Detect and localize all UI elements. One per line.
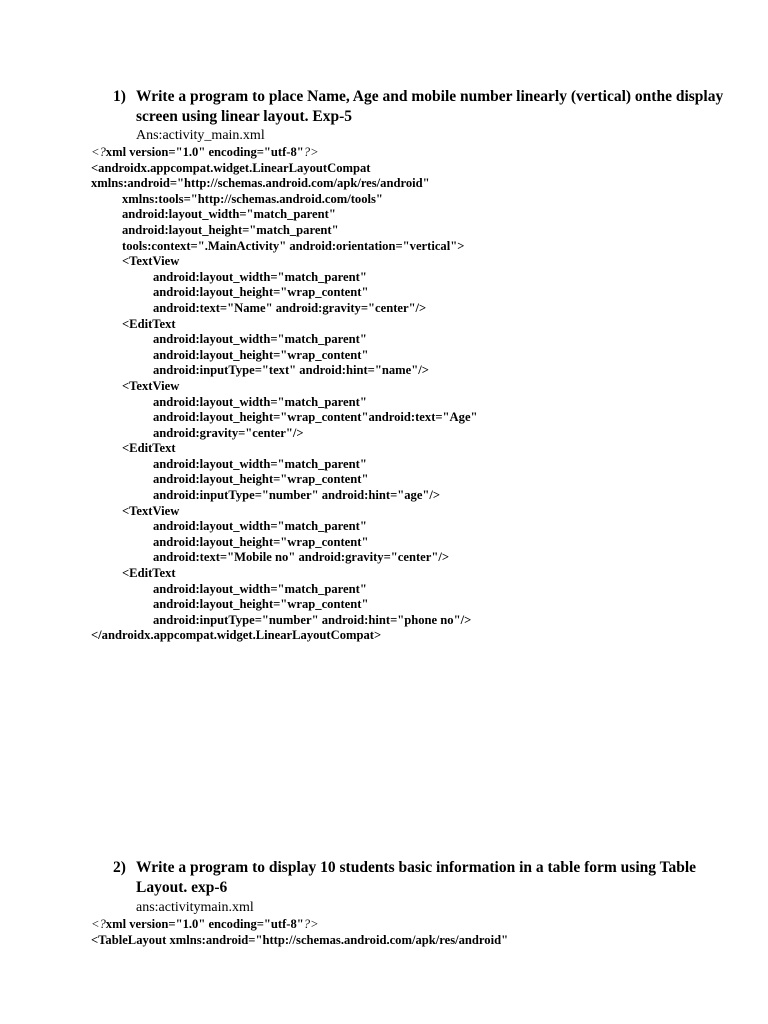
code-line-text: android:gravity="center"/> bbox=[153, 425, 304, 440]
question-2 bbox=[113, 858, 733, 898]
code-line-text: </androidx.appcompat.widget.LinearLayoutCompat> bbox=[91, 628, 382, 643]
code-line bbox=[91, 426, 478, 442]
code-line-text: <TextView bbox=[122, 254, 180, 269]
code-line bbox=[91, 285, 478, 301]
code-line bbox=[91, 582, 478, 598]
code-line bbox=[91, 254, 478, 270]
code-line-text: <androidx.appcompat.widget.LinearLayoutCompat bbox=[91, 160, 371, 175]
code-line bbox=[91, 379, 478, 395]
code-line bbox=[91, 628, 478, 644]
code-line-text: <TextView bbox=[122, 378, 180, 393]
xml-decl-open: <? bbox=[91, 145, 106, 159]
code-line bbox=[91, 457, 478, 473]
code-line-text: android:layout_width="match_parent" bbox=[153, 581, 367, 596]
code-line-text: android:layout_width="match_parent" bbox=[153, 456, 367, 471]
xml-decl-close: ?> bbox=[303, 145, 319, 159]
code-line bbox=[91, 223, 478, 239]
code-line-text: android:layout_height="wrap_content"android:text="Age" bbox=[153, 410, 478, 425]
question-2-number: 2) bbox=[113, 859, 126, 876]
code-line bbox=[91, 441, 478, 457]
code-line bbox=[91, 332, 478, 348]
code-block-1 bbox=[91, 145, 478, 644]
code-line bbox=[91, 301, 478, 317]
code-line bbox=[91, 207, 478, 223]
code-line-text: <TableLayout xmlns:android="http://schemas.android.com/apk/res/android" bbox=[91, 932, 509, 947]
code-line bbox=[91, 161, 478, 177]
code-line-text: xml version="1.0" encoding="utf-8" bbox=[105, 917, 304, 931]
code-line bbox=[91, 317, 478, 333]
code-line-text: <TextView bbox=[122, 503, 180, 518]
question-1 bbox=[113, 87, 733, 127]
code-line-text: android:inputType="number" android:hint="age"/> bbox=[153, 488, 441, 503]
code-line bbox=[91, 613, 478, 629]
code-line bbox=[91, 597, 478, 613]
code-line-text: <EditText bbox=[122, 566, 176, 581]
code-line bbox=[91, 472, 478, 488]
code-line-text: android:inputType="number" android:hint="phone no"/> bbox=[153, 612, 472, 627]
code-line bbox=[91, 410, 478, 426]
code-line bbox=[91, 917, 508, 933]
code-line bbox=[91, 504, 478, 520]
code-line-text: android:layout_width="match_parent" bbox=[122, 207, 336, 222]
code-line bbox=[91, 933, 508, 949]
code-line-text: android:layout_height="match_parent" bbox=[122, 222, 339, 237]
question-1-text: Write a program to place Name, Age and mobile number linearly (vertical) onthe display screen using linear layout. Exp-5 bbox=[136, 88, 724, 125]
code-line-text: android:text="Mobile no" android:gravity="center"/> bbox=[153, 550, 449, 565]
code-line-text: android:layout_height="wrap_content" bbox=[153, 347, 369, 362]
code-line-text: android:layout_width="match_parent" bbox=[153, 394, 367, 409]
answer-2-label: ans:activitymain.xml bbox=[136, 900, 254, 915]
code-line bbox=[91, 363, 478, 379]
code-line bbox=[91, 550, 478, 566]
code-line bbox=[91, 488, 478, 504]
code-block-2 bbox=[91, 917, 508, 948]
code-line-text: android:layout_width="match_parent" bbox=[153, 519, 367, 534]
code-line bbox=[91, 566, 478, 582]
code-line-text: <EditText bbox=[122, 316, 176, 331]
code-line-text: xmlns:android="http://schemas.android.com/apk/res/android" bbox=[91, 176, 430, 191]
code-line bbox=[91, 535, 478, 551]
code-line bbox=[91, 348, 478, 364]
question-1-number: 1) bbox=[113, 88, 126, 105]
code-line-text: <EditText bbox=[122, 441, 176, 456]
code-line-text: android:layout_height="wrap_content" bbox=[153, 597, 369, 612]
code-line bbox=[91, 176, 478, 192]
code-line bbox=[91, 192, 478, 208]
code-line bbox=[91, 145, 478, 161]
code-line bbox=[91, 270, 478, 286]
code-line-text: xmlns:tools="http://schemas.android.com/tools" bbox=[122, 191, 383, 206]
code-line-text: tools:context=".MainActivity" android:orientation="vertical"> bbox=[122, 238, 465, 253]
code-line-text: xml version="1.0" encoding="utf-8" bbox=[105, 145, 304, 159]
code-line-text: android:layout_height="wrap_content" bbox=[153, 534, 369, 549]
code-line bbox=[91, 395, 478, 411]
code-line bbox=[91, 239, 478, 255]
answer-1-label: Ans:activity_main.xml bbox=[136, 128, 265, 143]
code-line-text: android:text="Name" android:gravity="center"/> bbox=[153, 300, 427, 315]
code-line-text: android:layout_height="wrap_content" bbox=[153, 285, 369, 300]
code-line-text: android:layout_width="match_parent" bbox=[153, 269, 367, 284]
code-line-text: android:layout_width="match_parent" bbox=[153, 332, 367, 347]
xml-decl-open: <? bbox=[91, 917, 106, 931]
code-line-text: android:layout_height="wrap_content" bbox=[153, 472, 369, 487]
question-2-text: Write a program to display 10 students basic information in a table form using Table Layout. exp-6 bbox=[136, 859, 697, 896]
code-line-text: android:inputType="text" android:hint="name"/> bbox=[153, 363, 429, 378]
code-line bbox=[91, 519, 478, 535]
xml-decl-close: ?> bbox=[303, 917, 319, 931]
